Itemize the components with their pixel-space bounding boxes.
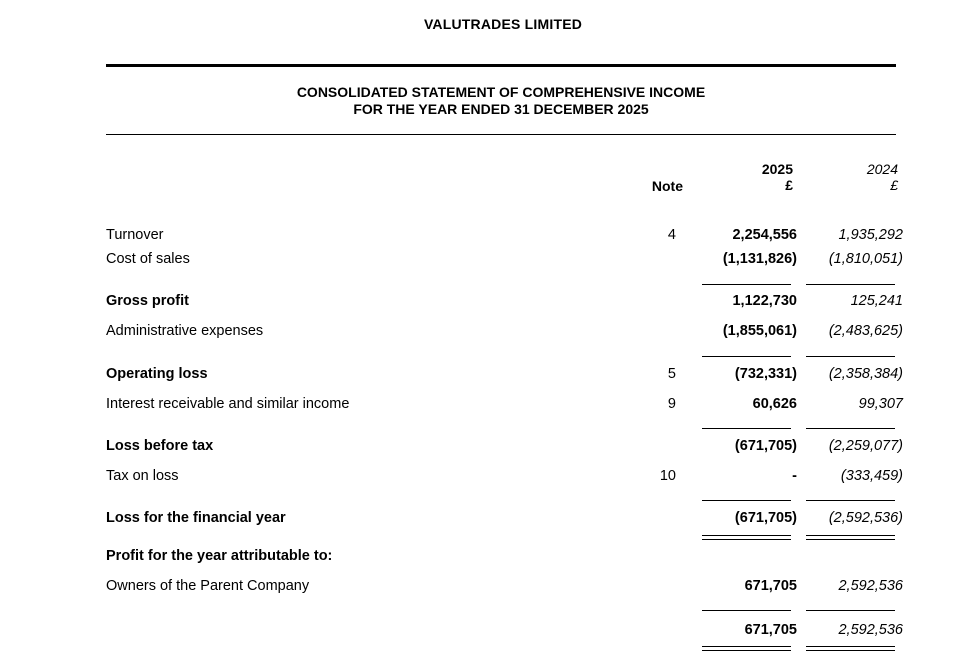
subtotal-rule-current xyxy=(702,428,791,429)
current-year-value: (1,131,826) xyxy=(722,251,797,267)
row-label: Interest receivable and similar income xyxy=(106,396,350,412)
statement-period: FOR THE YEAR ENDED 31 DECEMBER 2025 xyxy=(353,101,649,117)
row-interest-receivable xyxy=(0,394,961,414)
current-year-value: 671,705 xyxy=(744,622,797,638)
current-year-header: 2025 xyxy=(761,161,793,177)
row-label: Loss for the financial year xyxy=(106,510,286,526)
subtotal-rule-prior xyxy=(806,284,895,285)
row-attributable-total xyxy=(0,620,961,640)
current-year-value: 671,705 xyxy=(744,578,797,594)
current-year-value: (732,331) xyxy=(734,366,797,382)
row-label: Operating loss xyxy=(106,366,208,382)
subtotal-rule-prior xyxy=(806,428,895,429)
statement-title: CONSOLIDATED STATEMENT OF COMPREHENSIVE INCOME xyxy=(296,84,706,100)
prior-year-value: 2,592,536 xyxy=(838,578,903,594)
current-year-currency: £ xyxy=(785,177,793,193)
header-rule-thin xyxy=(106,134,896,135)
subtotal-rule-prior xyxy=(806,356,895,357)
subtotal-rule-current xyxy=(702,284,791,285)
row-label: Loss before tax xyxy=(106,438,214,454)
company-name: VALUTRADES LIMITED xyxy=(423,16,583,32)
total-double-rule-prior xyxy=(806,646,895,651)
prior-year-value: (2,483,625) xyxy=(828,323,903,339)
prior-year-value: (2,592,536) xyxy=(828,510,903,526)
row-label: Turnover xyxy=(106,227,164,243)
row-label: Cost of sales xyxy=(106,251,190,267)
total-double-rule-current xyxy=(702,646,791,651)
row-loss-before-tax xyxy=(0,436,961,456)
note-column-header: Note xyxy=(651,178,683,194)
subtotal-rule-prior xyxy=(806,500,895,501)
header-rule-thick xyxy=(106,64,896,67)
prior-year-value: (1,810,051) xyxy=(828,251,903,267)
subtotal-rule-current xyxy=(702,500,791,501)
row-owners-parent xyxy=(0,576,961,596)
prior-year-value: (333,459) xyxy=(840,468,903,484)
row-turnover xyxy=(0,225,961,245)
prior-year-value: (2,358,384) xyxy=(828,366,903,382)
current-year-value: 2,254,556 xyxy=(732,227,797,243)
prior-year-currency: £ xyxy=(890,177,898,193)
subtotal-rule-prior xyxy=(806,610,895,611)
row-cost-of-sales xyxy=(0,249,961,269)
row-label: Administrative expenses xyxy=(106,323,264,339)
subtotal-rule-current xyxy=(702,610,791,611)
row-note: 9 xyxy=(667,396,676,412)
prior-year-value: 125,241 xyxy=(850,293,903,309)
row-gross-profit xyxy=(0,291,961,311)
row-label: Tax on loss xyxy=(106,468,179,484)
row-label: Owners of the Parent Company xyxy=(106,578,310,594)
row-operating-loss xyxy=(0,364,961,384)
current-year-value: 1,122,730 xyxy=(732,293,797,309)
current-year-value: (1,855,061) xyxy=(722,323,797,339)
row-label: Profit for the year attributable to: xyxy=(106,548,333,564)
current-year-value: - xyxy=(792,468,797,484)
prior-year-header: 2024 xyxy=(866,161,898,177)
total-double-rule-current xyxy=(702,535,791,540)
current-year-value: 60,626 xyxy=(752,396,797,412)
prior-year-value: (2,259,077) xyxy=(828,438,903,454)
current-year-value: (671,705) xyxy=(734,438,797,454)
row-note: 10 xyxy=(659,468,676,484)
row-attributable-heading xyxy=(0,546,961,566)
row-administrative-expenses xyxy=(0,321,961,341)
row-note: 5 xyxy=(667,366,676,382)
current-year-value: (671,705) xyxy=(734,510,797,526)
prior-year-value: 99,307 xyxy=(858,396,903,412)
row-tax-on-loss xyxy=(0,466,961,486)
row-note: 4 xyxy=(667,227,676,243)
prior-year-value: 2,592,536 xyxy=(838,622,903,638)
row-label: Gross profit xyxy=(106,293,189,309)
subtotal-rule-current xyxy=(702,356,791,357)
prior-year-value: 1,935,292 xyxy=(838,227,903,243)
row-loss-for-year xyxy=(0,508,961,528)
total-double-rule-prior xyxy=(806,535,895,540)
